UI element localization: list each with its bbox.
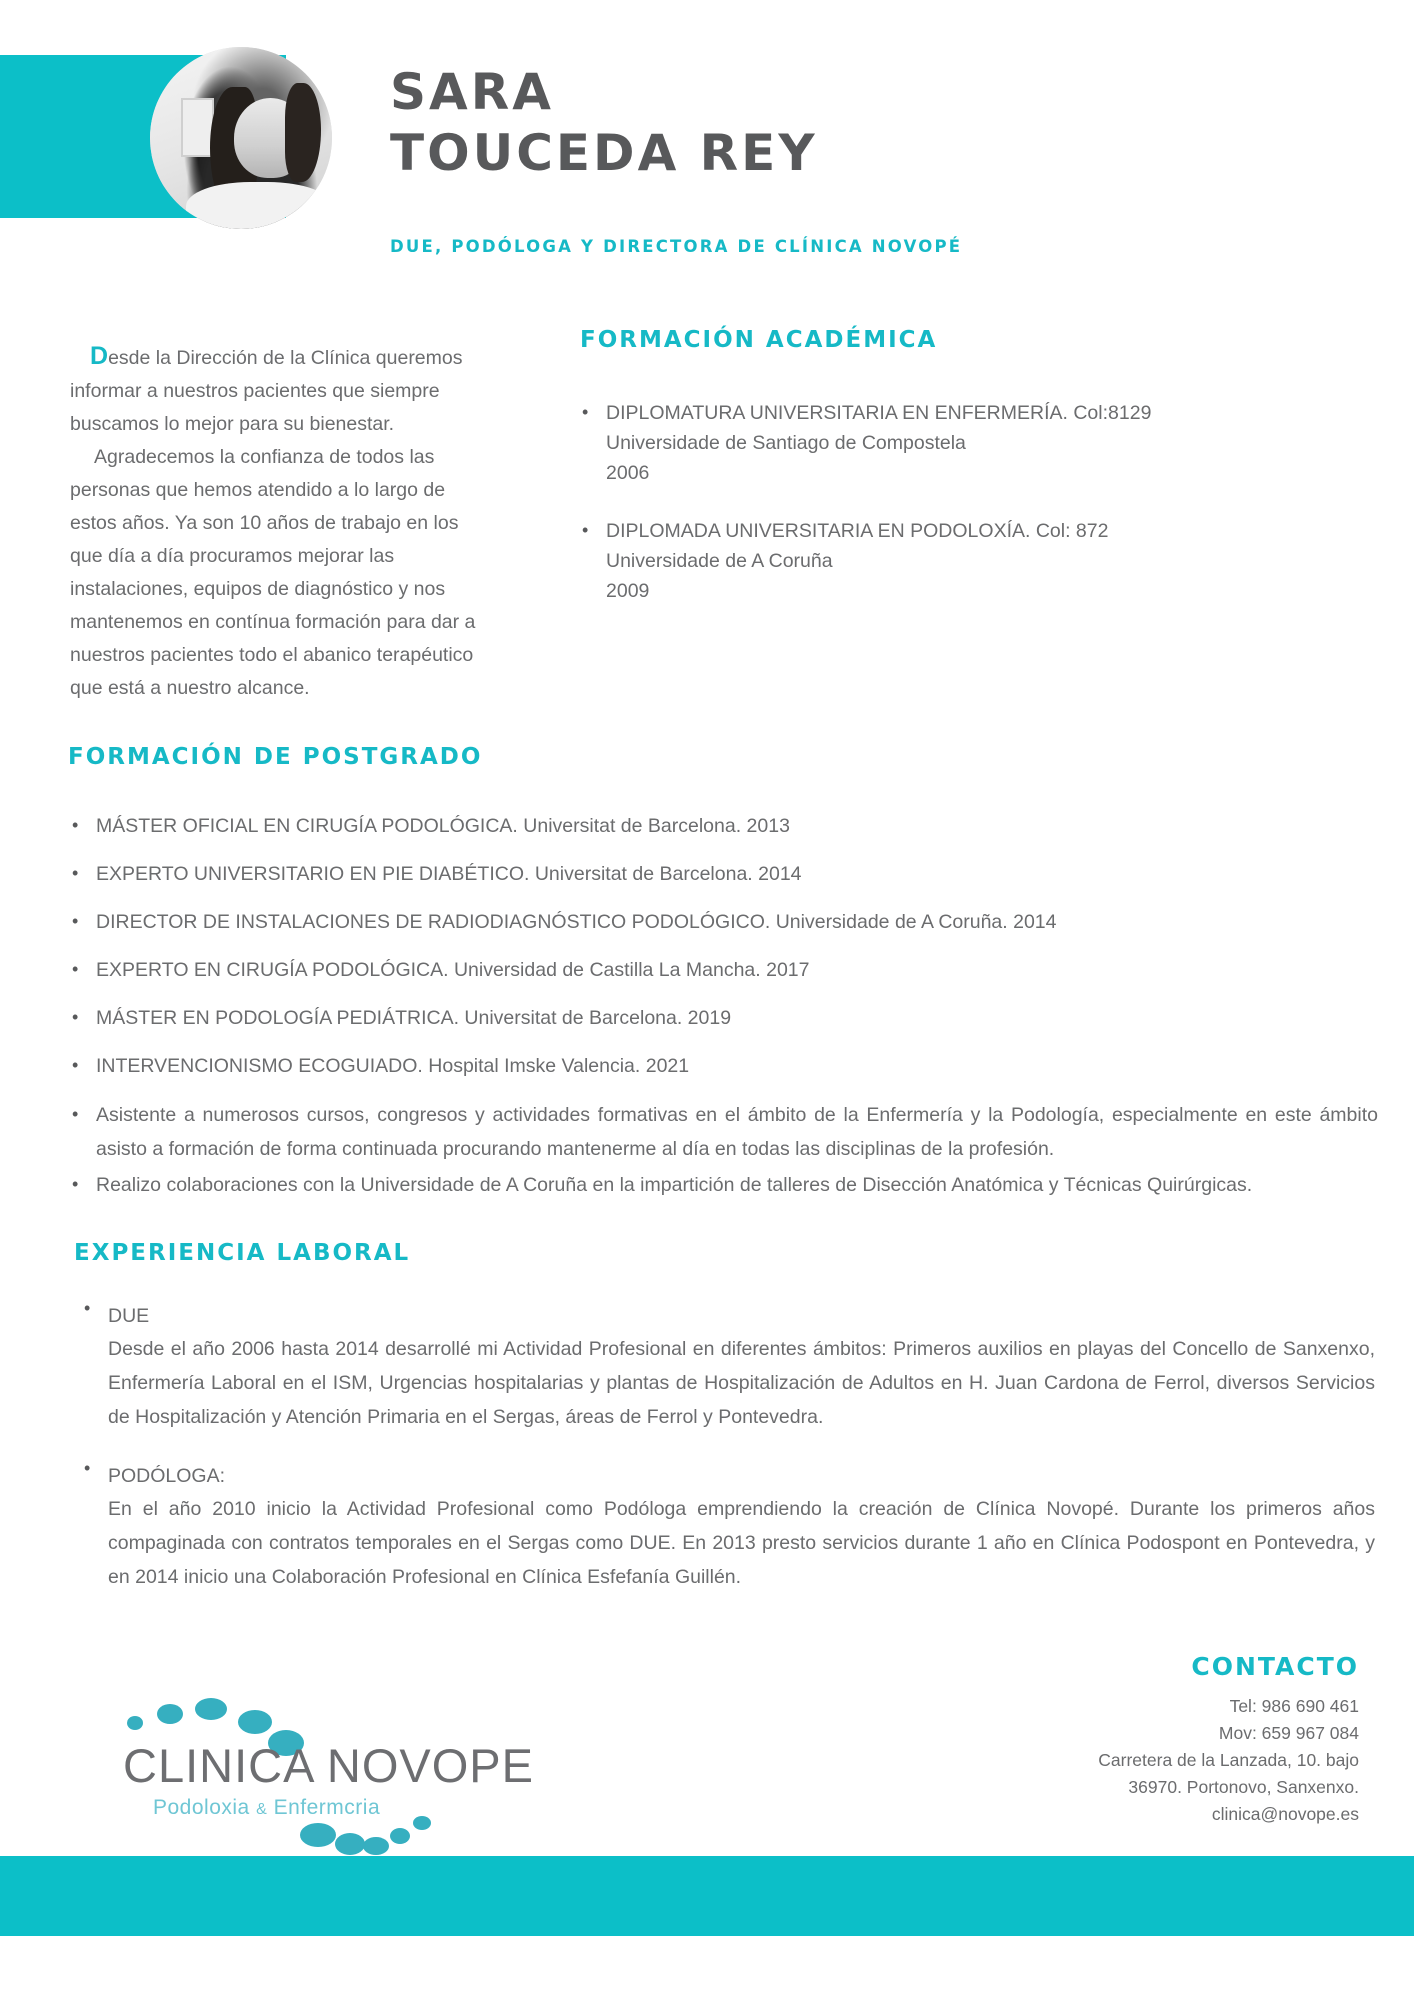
list-item: • EXPERTO EN CIRUGÍA PODOLÓGICA. Universidad de Castilla La Mancha. 2017 (68, 954, 1378, 986)
logo-dot-icon (157, 1704, 183, 1724)
footer-teal-band (0, 1856, 1414, 1936)
logo-tagline-left: Podoloxia (153, 1796, 250, 1819)
section-heading-experiencia: EXPERIENCIA LABORAL (74, 1240, 411, 1266)
list-item (578, 398, 1338, 488)
contact-city: 36970. Portonovo, Sanxenxo. (1128, 1777, 1359, 1797)
logo-dot-icon (127, 1716, 143, 1730)
logo-name: CLINICA NOVOPE (123, 1739, 534, 1792)
logo-dot-icon (238, 1710, 272, 1734)
section-heading-academic: FORMACIÓN ACADÉMICA (580, 327, 938, 353)
logo-dot-icon (335, 1833, 365, 1855)
contact-block (939, 1652, 1359, 1828)
intro-para-2: Agradecemos la confianza de todos las personas que hemos atendido a lo largo de estos años. Ya son 10 años de trabajo en los que día a día procuramos mejorar las instalaciones, equipos de diagnóstico y nos mantenemos en contínua formación para dar a nuestros pacientes todo el abanico terapéutico que está a nuestro alcance. (70, 446, 476, 699)
job-subtitle: DUE, PODÓLOGA Y DIRECTORA DE CLÍNICA NOVOPÉ (390, 237, 963, 256)
experience-description: En el año 2010 inicio la Actividad Profesional como Podóloga emprendiendo la creación de Clínica Novopé. Durante los primeros años compaginada con contratos temporales en el Sergas como DUE. En 2013 presto servicios durante 1 año en Clínica Podospont en Pontevedra, y en 2014 inicio una Colaboración Profesional en Clínica Esfefanía Guillén. (108, 1498, 1375, 1588)
intro-dropcap: D (90, 342, 109, 370)
last-name: TOUCEDA REY (390, 124, 818, 182)
academic-year: 2006 (606, 462, 650, 484)
experiencia-list (80, 1300, 1375, 1620)
academic-title: • DIPLOMADA UNIVERSITARIA EN PODOLOXÍA. Col: 872 (606, 520, 1109, 542)
header (0, 0, 1414, 300)
list-item: • Realizo colaboraciones con la Universidade de A Coruña en la impartición de talleres de Disección Anatómica y Técnicas Quirúrgicas. (68, 1168, 1378, 1202)
intro-paragraph (70, 342, 490, 705)
logo-tagline-right: Enfermcria (273, 1796, 381, 1819)
contact-email[interactable]: clinica@novope.es (1211, 1804, 1359, 1824)
list-item (578, 516, 1338, 606)
academic-institution: Universidade de Santiago de Compostela (606, 432, 966, 454)
contact-mobile: Mov: 659 967 084 (1218, 1723, 1359, 1743)
section-heading-contacto: CONTACTO (1191, 1652, 1359, 1681)
logo-dot-icon (300, 1823, 336, 1847)
list-item (80, 1460, 1375, 1594)
postgrado-list (68, 810, 1378, 1204)
list-item: • MÁSTER OFICIAL EN CIRUGÍA PODOLÓGICA. Universitat de Barcelona. 2013 (68, 810, 1378, 842)
list-item: • MÁSTER EN PODOLOGÍA PEDIÁTRICA. Universitat de Barcelona. 2019 (68, 1002, 1378, 1034)
contact-lines (939, 1693, 1359, 1828)
avatar (150, 47, 332, 229)
section-heading-postgrado: FORMACIÓN DE POSTGRADO (68, 744, 483, 770)
experience-role: • DUE (108, 1305, 150, 1327)
first-name: SARA (390, 63, 554, 121)
coat-decor (186, 182, 332, 229)
list-item: • EXPERTO UNIVERSITARIO EN PIE DIABÉTICO. Universitat de Barcelona. 2014 (68, 858, 1378, 890)
logo-dot-icon (363, 1837, 389, 1855)
page-title (390, 62, 1350, 184)
list-item: • DIRECTOR DE INSTALACIONES DE RADIODIAGNÓSTICO PODOLÓGICO. Universidade de A Coruña. 2014 (68, 906, 1378, 938)
academic-year: 2009 (606, 580, 650, 602)
logo-dot-icon (413, 1816, 431, 1830)
contact-phone: Tel: 986 690 461 (1229, 1696, 1359, 1716)
experience-role: • PODÓLOGA: (108, 1465, 226, 1487)
intro-para-1: esde la Dirección de la Clínica queremos informar a nuestros pacientes que siempre buscamos lo mejor para su bienestar. (70, 347, 463, 435)
logo-tagline (153, 1796, 380, 1820)
logo-dot-icon (195, 1698, 227, 1720)
logo-dot-icon (390, 1828, 410, 1844)
logo-tagline-amp: & (256, 1801, 268, 1818)
list-item: • INTERVENCIONISMO ECOGUIADO. Hospital Imske Valencia. 2021 (68, 1050, 1378, 1082)
experience-description: Desde el año 2006 hasta 2014 desarrollé mi Actividad Profesional en diferentes ámbitos: Primeros auxilios en playas del Concello de Sanxenxo, Enfermería Laboral en el ISM, Urgencias hospitalarias y plantas de Hospitalización de Adultos en H. Juan Cardona de Ferrol, diversos Servicios de Hospitalización y Atención Primaria en el Sergas, áreas de Ferrol y Pontevedra. (108, 1338, 1375, 1428)
academic-list (578, 398, 1338, 634)
academic-institution: Universidade de A Coruña (606, 550, 833, 572)
contact-street: Carretera de la Lanzada, 10. bajo (1098, 1750, 1359, 1770)
list-item: • Asistente a numerosos cursos, congresos y actividades formativas en el ámbito de la Enfermería y la Podología, especialmente en este ámbito asisto a formación de forma continuada procurando mantenerme al día en todas las disciplinas de la profesión. (68, 1098, 1378, 1166)
list-item (80, 1300, 1375, 1434)
clinic-logo (95, 1660, 534, 1850)
academic-title: • DIPLOMATURA UNIVERSITARIA EN ENFERMERÍA. Col:8129 (606, 402, 1152, 424)
